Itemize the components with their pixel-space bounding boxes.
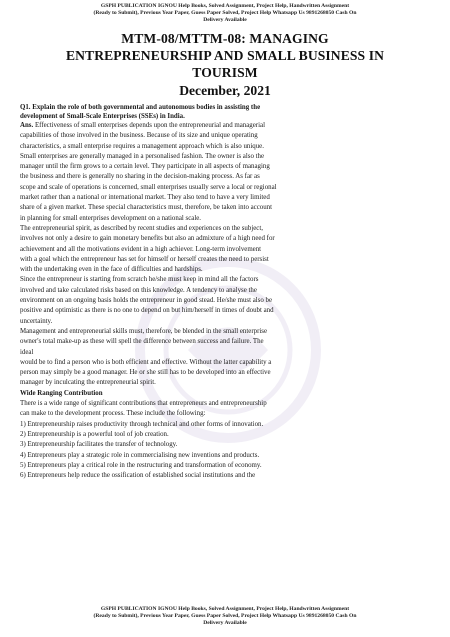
title-line-1: MTM-08/MTTM-08: MANAGING bbox=[121, 31, 329, 46]
document-title bbox=[20, 30, 430, 81]
para1-line: characteristics, a small enterprise requires a management approach which is also unique. bbox=[20, 142, 264, 150]
para1-line: scope and scale of operations is concerned, small enterprises usually serve a local or regional bbox=[20, 183, 277, 191]
footer-line-2: (Ready to Submit), Previous Year Paper, Guess Paper Solved, Project Help Whatsapp Us 9891268050 Cash On bbox=[93, 613, 357, 619]
para3-line: environment on an ongoing basis holds the entrepreneur in good stead. He/she must also be bbox=[20, 297, 273, 305]
list-item: 5) Entrepreneurs play a critical role in the restructuring and transformation of economy. bbox=[20, 461, 262, 469]
question-line-2: development of Small-Scale Enterprises (SSEs) in India. bbox=[20, 113, 185, 120]
answer-label: Ans. bbox=[20, 122, 34, 129]
para2-line: with the undertaking even in the face of difficulties and hardships. bbox=[20, 266, 203, 274]
footer-line-3: Delivery Available bbox=[203, 620, 247, 626]
header-line-1: GSPH PUBLICATION IGNOU Help Books, Solved Assignment, Project Help, Handwritten Assignment bbox=[100, 3, 350, 9]
para1-line: Small enterprises are generally managed in a personalised fashion. The owner is also the bbox=[20, 152, 265, 160]
para2-line: achievement and all the motivations evident in a high achiever. Long-term involvement bbox=[20, 245, 262, 253]
para2-line: with a goal which the entrepreneur has set for himself or herself creates the need to persist bbox=[20, 255, 269, 263]
para1-line: market rather than a national or international market. They also tend to have a very limited bbox=[20, 194, 270, 202]
para5-line: There is a wide range of significant contributions that entrepreneurs and entrepreneurship bbox=[20, 400, 267, 408]
answer-paragraph-2 bbox=[20, 224, 430, 275]
contribution-list bbox=[20, 420, 430, 482]
page-footer bbox=[20, 606, 430, 627]
para4-line: would be to find a person who is both efficient and effective. Without the latter capability a bbox=[20, 358, 272, 366]
para1-line: capabilities of those involved in the business. Because of its size and unique operating bbox=[20, 132, 258, 140]
header-line-3: Delivery Available bbox=[203, 17, 247, 23]
para4-line: ideal bbox=[20, 348, 34, 356]
answer-paragraph-4 bbox=[20, 327, 430, 389]
para3-line: uncertainty. bbox=[20, 317, 53, 325]
para1-line: the business and there is generally no sharing in the decision-making process. As far as bbox=[20, 173, 260, 181]
answer-paragraph-1 bbox=[20, 121, 430, 224]
header-line-2: (Ready to Submit), Previous Year Paper, Guess Paper Solved, Project Help Whatsapp Us 9891268050 Cash On bbox=[93, 10, 357, 16]
list-item: 1) Entrepreneurship raises productivity through technical and other forms of innovation. bbox=[20, 420, 264, 428]
list-item: 4) Entrepreneurs play a strategic role in commercialising new inventions and products. bbox=[20, 451, 260, 459]
answer-paragraph-3 bbox=[20, 275, 430, 326]
para2-line: The entrepreneurial spirit, as described by recent studies and experiences on the subject, bbox=[20, 224, 263, 232]
para1-line: Effectiveness of small enterprises depends upon the entrepreneurial and managerial bbox=[33, 122, 265, 129]
list-item: 2) Entrepreneurship is a powerful tool of job creation. bbox=[20, 430, 169, 438]
title-line-3: TOURISM bbox=[192, 65, 258, 80]
para3-line: positive and optimistic as there is no one to depend on but him/herself in times of doubt and bbox=[20, 307, 274, 315]
exam-date: December, 2021 bbox=[179, 83, 271, 98]
para4-line: person may simply be a good manager. He or she still has to be developed into an effective bbox=[20, 369, 271, 377]
title-line-2: ENTREPRENEURSHIP AND SMALL BUSINESS IN bbox=[65, 48, 385, 63]
para4-line: Management and entrepreneurial skills must, therefore, be blended in the small enterprise bbox=[20, 327, 268, 335]
page-header bbox=[20, 3, 430, 24]
question-line-1: Q1. Explain the role of both governmental and autonomous bodies in assisting the bbox=[20, 104, 261, 111]
para1-line: share of a given market. These special characteristics must, therefore, be taken into account bbox=[20, 204, 273, 212]
para4-line: owner's total make-up as these will spell the difference between success and failure. The bbox=[20, 338, 264, 346]
para1-line: manager until the firm grows to a certain level. They participate in all aspects of managing bbox=[20, 163, 270, 171]
para3-line: Since the entrepreneur is starting from scratch he/she must keep in mind all the factors bbox=[20, 276, 259, 284]
answer-paragraph-5 bbox=[20, 399, 430, 420]
question-text bbox=[20, 103, 430, 121]
list-item: 3) Entrepreneurship facilitates the transfer of technology. bbox=[20, 441, 178, 449]
para4-line: manager by inculcating the entrepreneurial spirit. bbox=[20, 379, 156, 387]
para3-line: involved and take calculated risks based on this knowledge. A tendency to analyse the bbox=[20, 286, 257, 294]
para2-line: involves not only a desire to gain monetary benefits but also an admixture of a high need for bbox=[20, 235, 275, 243]
section-subheading: Wide Ranging Contribution bbox=[20, 389, 103, 397]
list-item: 6) Entrepreneurs help reduce the ossification of established social institutions and the bbox=[20, 472, 256, 480]
para5-line: can make to the development process. These include the following: bbox=[20, 410, 206, 418]
footer-line-1: GSPH PUBLICATION IGNOU Help Books, Solved Assignment, Project Help, Handwritten Assignment bbox=[100, 606, 350, 612]
para1-line: in planning for small enterprises development on a national scale. bbox=[20, 214, 202, 222]
